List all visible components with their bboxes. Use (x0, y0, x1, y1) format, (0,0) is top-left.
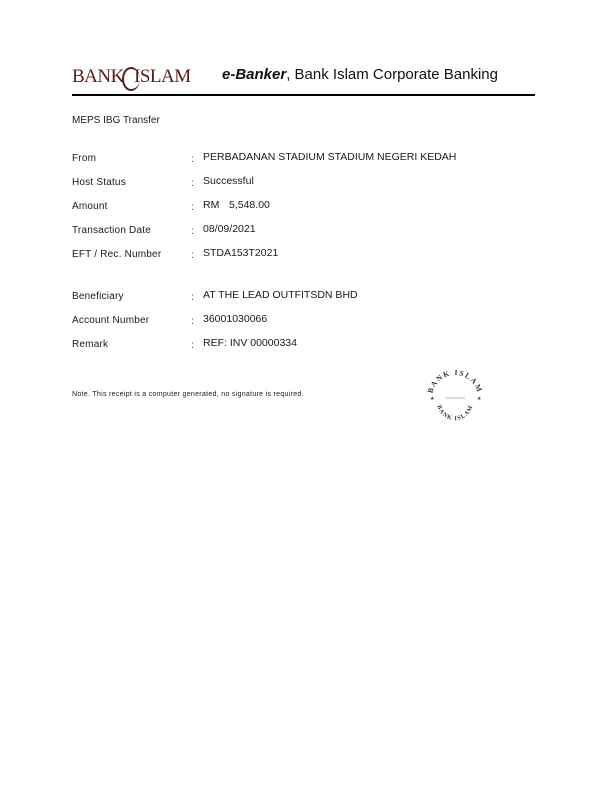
field-separator: : (191, 226, 194, 237)
field-value: 36001030066 (203, 313, 268, 325)
logo-word-islam: ISLAM (134, 66, 191, 87)
field-from (72, 151, 542, 165)
field-separator: : (191, 340, 194, 351)
field-separator: : (191, 316, 194, 327)
field-label: Host Status (72, 177, 126, 188)
header-title (222, 66, 498, 83)
field-value (203, 199, 270, 211)
seal-lower-text: BANK ISLAM (435, 404, 475, 423)
header-divider (72, 94, 535, 96)
field-value: STDA153T2021 (203, 247, 279, 259)
field-value: REF: INV 00000334 (203, 337, 297, 349)
field-host-status (72, 175, 542, 189)
field-label: Remark (72, 339, 109, 350)
header-subtitle: , Bank Islam Corporate Banking (286, 66, 498, 83)
field-separator: : (191, 250, 194, 261)
document-title: MEPS IBG Transfer (72, 115, 160, 126)
field-value: Successful (203, 175, 254, 187)
field-label: EFT / Rec. Number (72, 249, 162, 260)
field-amount (72, 199, 542, 213)
field-label: Beneficiary (72, 291, 124, 302)
bank-islam-logo (72, 66, 191, 92)
currency-code: RM (203, 199, 220, 211)
field-transaction-date (72, 223, 542, 237)
field-label: From (72, 153, 97, 164)
amount-value: 5,548.00 (229, 199, 270, 211)
field-account-number (72, 313, 542, 327)
field-beneficiary (72, 289, 542, 303)
field-value: AT THE LEAD OUTFITSDN BHD (203, 289, 358, 301)
brand-name: e-Banker (222, 66, 287, 83)
seal-outer-text: BANK ISLAM (425, 367, 485, 395)
seal-star-icon: ★ (430, 396, 435, 402)
field-remark (72, 337, 542, 351)
field-separator: : (191, 292, 194, 303)
field-separator: : (191, 178, 194, 189)
field-label: Account Number (72, 315, 150, 326)
field-separator: : (191, 154, 194, 165)
logo-word-bank: BANK (72, 66, 124, 87)
field-label: Transaction Date (72, 225, 151, 236)
field-label: Amount (72, 201, 108, 212)
field-value: PERBADANAN STADIUM STADIUM NEGERI KEDAH (203, 151, 457, 163)
field-value: 08/09/2021 (203, 223, 256, 235)
field-eft-rec-number (72, 247, 542, 261)
receipt-note: Note. This receipt is a computer generated, no signature is required. (72, 391, 304, 398)
bank-islam-seal-stamp (423, 367, 487, 425)
seal-star-icon: ★ (477, 396, 482, 402)
field-separator: : (191, 202, 194, 213)
